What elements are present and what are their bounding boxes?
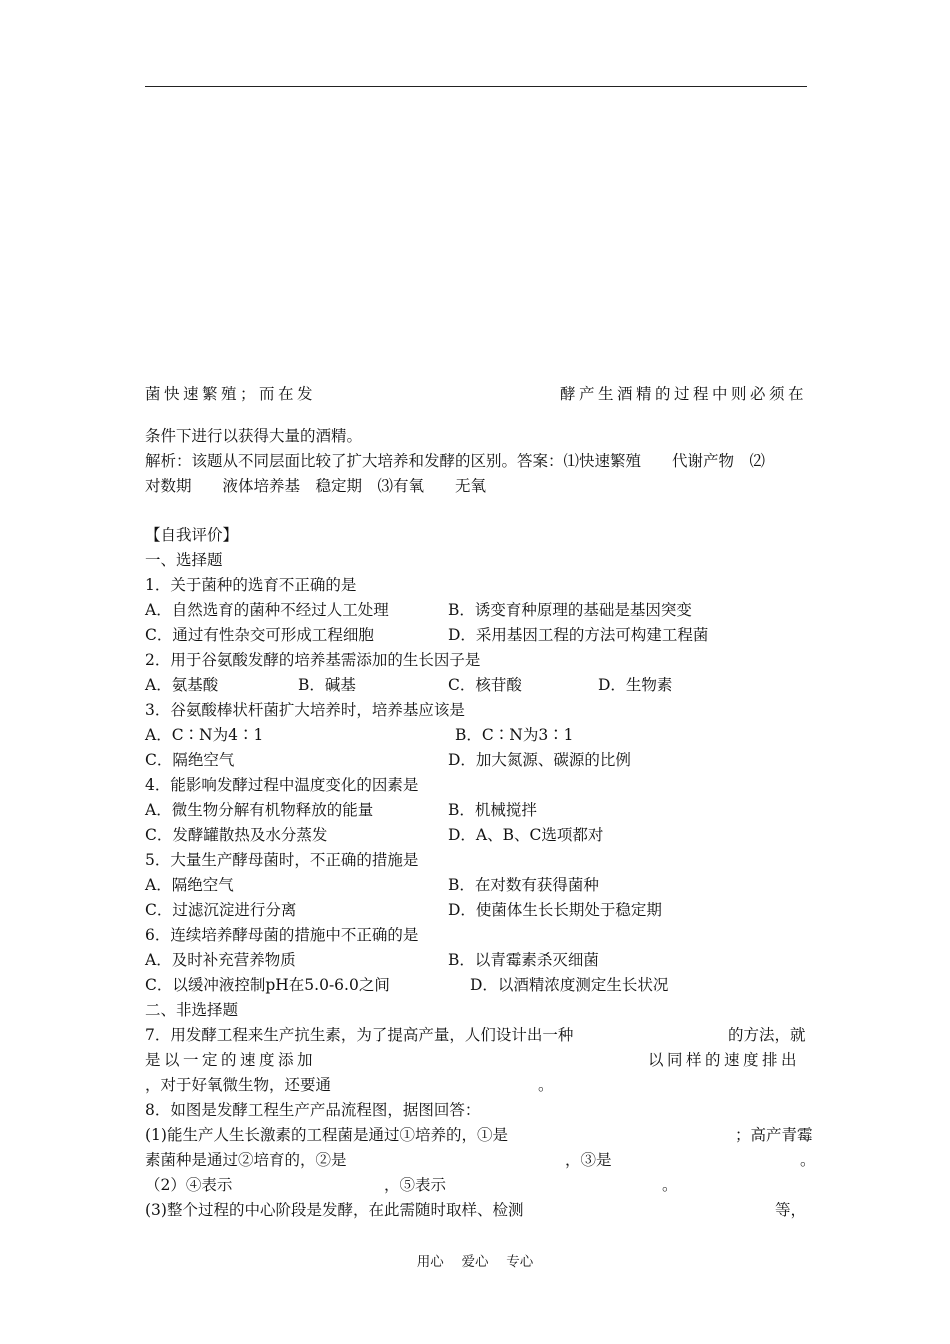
question-1-stem: 1．关于菌种的选育不正确的是 [145,576,357,594]
question-6-stem: 6．连续培养酵母菌的措施中不正确的是 [145,926,419,944]
question-3-option-a: A．C∶N为4∶1 [145,726,264,744]
header-rule [145,86,807,87]
question-8-part-1-line-2-c: 。 [800,1151,816,1169]
question-7-line-3-left: ，对于好氧微生物，还要通 [145,1076,332,1094]
question-2-option-c: C．核苷酸 [448,676,522,694]
question-5-option-c: C．过滤沉淀进行分离 [145,901,297,919]
question-8-stem: 8．如图是发酵工程生产产品流程图，据图回答： [145,1101,481,1119]
question-1-option-d: D．采用基因工程的方法可构建工程菌 [448,626,709,644]
question-7-line-2-right: 以同样的速度排出 [648,1051,801,1069]
question-8-part-2-c: 。 [662,1176,678,1194]
question-6-option-c: C．以缓冲液控制pH在5.0-6.0之间 [145,976,390,994]
question-1-option-c: C．通过有性杂交可形成工程细胞 [145,626,374,644]
question-6-option-d: D．以酒精浓度测定生长状况 [470,976,669,994]
question-1-option-a: A．自然选育的菌种不经过人工处理 [145,601,389,619]
question-5-stem: 5．大量生产酵母菌时，不正确的措施是 [145,851,419,869]
analysis-line-1: 解析：该题从不同层面比较了扩大培养和发酵的区别。答案：⑴快速繁殖 代谢产物 ⑵ [145,452,766,470]
question-6-option-b: B．以青霉素杀灭细菌 [448,951,599,969]
question-2-option-a: A．氨基酸 [145,676,219,694]
intro-line-1: 菌快速繁殖；而在发 酵产生酒精的过程中则必须在 [145,385,807,403]
question-8-part-3-right: 等， [775,1201,807,1219]
section-choice-heading: 一、选择题 [145,551,223,569]
question-3-option-b: B．C∶N为3∶1 [455,726,574,744]
question-3-option-c: C．隔绝空气 [145,751,235,769]
self-evaluation-heading: 【自我评价】 [145,526,239,544]
question-3-option-d: D．加大氮源、碳源的比例 [448,751,631,769]
question-5-option-b: B．在对数有获得菌种 [448,876,599,894]
question-2-stem: 2．用于谷氨酸发酵的培养基需添加的生长因子是 [145,651,481,669]
question-4-option-b: B．机械搅拌 [448,801,537,819]
intro-line-2: 条件下进行以获得大量的酒精。 [145,427,363,445]
question-7-line-2-left: 是以一定的速度添加 [145,1051,317,1069]
question-7-line-3-right: 。 [538,1076,554,1094]
question-8-part-3-left: (3)整个过程的中心阶段是发酵，在此需随时取样、检测 [145,1201,524,1219]
question-8-part-1-line-2-b: ，③是 [565,1151,612,1169]
question-3-stem: 3．谷氨酸棒状杆菌扩大培养时，培养基应该是 [145,701,465,719]
question-6-option-a: A．及时补充营养物质 [145,951,296,969]
question-4-option-a: A．微生物分解有机物释放的能量 [145,801,374,819]
question-4-option-c: C．发酵罐散热及水分蒸发 [145,826,328,844]
question-5-option-d: D．使菌体生长长期处于稳定期 [448,901,662,919]
question-7-line-1-right: 的方法，就 [728,1026,806,1044]
section-nonchoice-heading: 二、非选择题 [145,1001,239,1019]
question-5-option-a: A．隔绝空气 [145,876,234,894]
question-4-option-d: D．A、B、C选项都对 [448,826,604,844]
question-2-option-d: D．生物素 [598,676,673,694]
page-footer: 用心 爱心 专心 [416,1254,534,1270]
question-8-part-2-b: ，⑤表示 [384,1176,447,1194]
question-8-part-1-line-1-left: (1)能生产人生长激素的工程菌是通过①培养的，①是 [145,1126,508,1144]
question-7-line-1-left: 7．用发酵工程来生产抗生素，为了提高产量，人们设计出一种 [145,1026,574,1044]
question-1-option-b: B．诱变育种原理的基础是基因突变 [448,601,692,619]
question-8-part-1-line-1-right: ；高产青霉 [735,1126,813,1144]
question-8-part-1-line-2-a: 素菌种是通过②培育的，②是 [145,1151,347,1169]
question-8-part-2-a: （2）④表示 [145,1176,233,1194]
analysis-line-2: 对数期 液体培养基 稳定期 ⑶有氧 无氧 [145,477,487,495]
question-2-option-b: B．碱基 [298,676,356,694]
question-4-stem: 4．能影响发酵过程中温度变化的因素是 [145,776,419,794]
